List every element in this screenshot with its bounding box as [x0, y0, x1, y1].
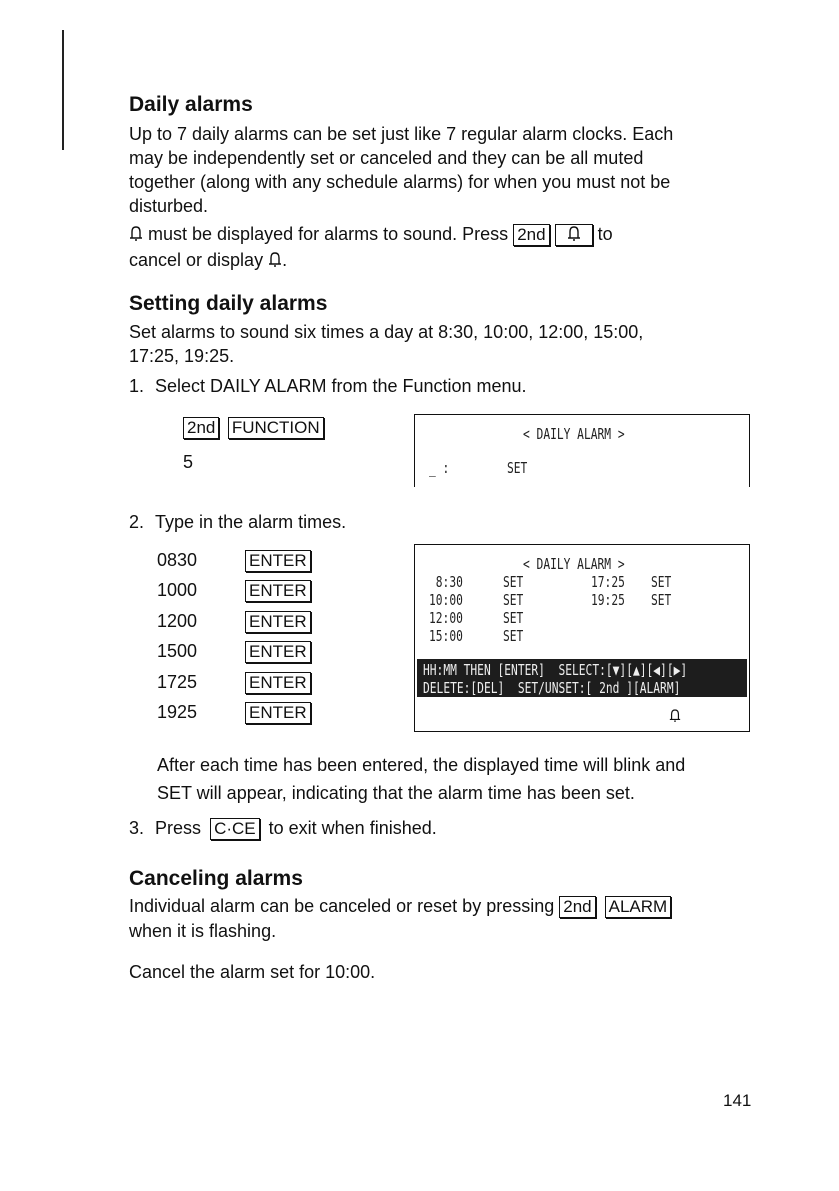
canceling-paragraph-line2: when it is flashing.: [129, 921, 277, 941]
step-number: 1.: [129, 376, 145, 396]
lcd-row-set: SET: [503, 573, 524, 591]
lcd-row-time: 12:00: [429, 609, 463, 627]
paragraph-line: After each time has been entered, the displayed time will blink and: [157, 755, 686, 775]
entry-row: [157, 670, 311, 700]
paragraph-line: together (along with any schedule alarms) for when you must not be: [129, 172, 671, 192]
entry-list: [157, 548, 311, 730]
entry-row: [157, 700, 311, 730]
key-alarm: ALARM: [605, 896, 672, 918]
key-c-ce: C·CE: [210, 818, 260, 840]
lcd-row-time: 8:30: [429, 573, 463, 591]
section-title-setting-daily-alarms: Setting daily alarms: [129, 292, 328, 315]
step-text: Type in the alarm times.: [155, 512, 347, 532]
lcd-row-time: 15:00: [429, 627, 463, 645]
instruction-text: cancel or display: [129, 250, 264, 270]
paragraph-line: disturbed.: [129, 196, 209, 216]
entry-value: 1725: [157, 671, 198, 692]
lcd-header: < DAILY ALARM >: [523, 555, 625, 573]
scan-mark: [62, 30, 64, 150]
entry-row: [157, 548, 311, 578]
key-2nd: 2nd: [513, 224, 549, 246]
step-2: [129, 510, 346, 534]
lcd-row-set: SET: [651, 591, 672, 609]
paragraph-line: Up to 7 daily alarms can be set just like 7 regular alarm clocks. Each: [129, 124, 674, 144]
period: .: [282, 250, 288, 270]
lcd-row-time: 19:25: [591, 591, 625, 609]
entry-row: [157, 578, 311, 608]
key-bell: [555, 224, 593, 246]
step-1: [129, 374, 527, 398]
paragraph-line: 17:25, 19:25.: [129, 346, 235, 366]
setting-paragraph: [129, 320, 643, 368]
entry-value: 0830: [157, 550, 198, 570]
key-enter: ENTER: [245, 580, 311, 602]
after-paragraph: [157, 751, 685, 807]
key-enter: ENTER: [245, 702, 311, 724]
instruction-text: must be displayed for alarms to sound. Press: [148, 224, 509, 244]
step-number: 2.: [129, 512, 145, 532]
key-enter: ENTER: [245, 611, 311, 633]
alarm-display-instruction: [129, 222, 613, 246]
lcd-row-set: SET: [503, 609, 524, 627]
step-text: Select DAILY ALARM from the Function menu.: [155, 376, 527, 396]
page-number: 141: [723, 1091, 752, 1110]
bell-icon: [567, 226, 581, 242]
paragraph-line: SET will appear, indicating that the alarm time has been set.: [157, 783, 635, 803]
entry-value: 1000: [157, 580, 198, 601]
lcd-help-line: DELETE:[DEL] SET/UNSET:[ 2nd ][ALARM]: [423, 679, 681, 697]
paragraph-line: may be independently set or canceled and they can be all muted: [129, 148, 644, 168]
canceling-paragraph: [129, 894, 671, 918]
lcd-row-time: 10:00: [429, 591, 463, 609]
step-number: 3.: [129, 818, 145, 838]
bell-icon: [669, 709, 681, 723]
paragraph-line: Set alarms to sound six times a day at 8:30, 10:00, 12:00, 15:00,: [129, 322, 644, 342]
lcd-row-set: SET: [651, 573, 672, 591]
lcd-cursor: _ :: [429, 459, 450, 477]
section-title-canceling-alarms: Canceling alarms: [129, 867, 303, 890]
key-function: FUNCTION: [228, 417, 324, 439]
key-enter: ENTER: [245, 550, 311, 572]
key-2nd: 2nd: [183, 417, 219, 439]
lcd-row-set: SET: [503, 591, 524, 609]
step-1-entry: 5: [183, 452, 194, 472]
lcd-help-line: HH:MM THEN [ENTER] SELECT:[▼][▲][◀][▶]: [423, 661, 688, 679]
lcd-row-time: 17:25: [591, 573, 625, 591]
bell-icon: [268, 252, 282, 268]
section-title-daily-alarms: Daily alarms: [129, 93, 253, 116]
key-enter: ENTER: [245, 641, 311, 663]
lcd-set-label: SET: [507, 459, 528, 477]
entry-value: 1500: [157, 641, 198, 662]
entry-value: 1200: [157, 610, 198, 631]
lcd-help-bar: [417, 659, 747, 697]
step-1-keys: [183, 417, 324, 439]
entry-value: 1925: [157, 701, 198, 722]
key-2nd: 2nd: [559, 896, 595, 918]
lcd-screen-2: [414, 544, 750, 732]
entry-row: [157, 639, 311, 669]
daily-alarms-paragraph: [129, 122, 673, 218]
step-text: Press: [155, 818, 202, 838]
step-text: to exit when finished.: [268, 818, 437, 838]
lcd-row-set: SET: [503, 627, 524, 645]
entry-row: [157, 609, 311, 639]
cancel-example: Cancel the alarm set for 10:00.: [129, 962, 376, 982]
step-3: [129, 816, 437, 840]
bell-icon: [129, 226, 143, 242]
lcd-screen-1: [414, 414, 750, 487]
key-enter: ENTER: [245, 672, 311, 694]
cancel-display-line: [129, 248, 287, 272]
instruction-text: to: [597, 224, 613, 244]
lcd-header: < DAILY ALARM >: [523, 425, 625, 443]
paragraph-text: Individual alarm can be canceled or reset by pressing: [129, 896, 555, 916]
